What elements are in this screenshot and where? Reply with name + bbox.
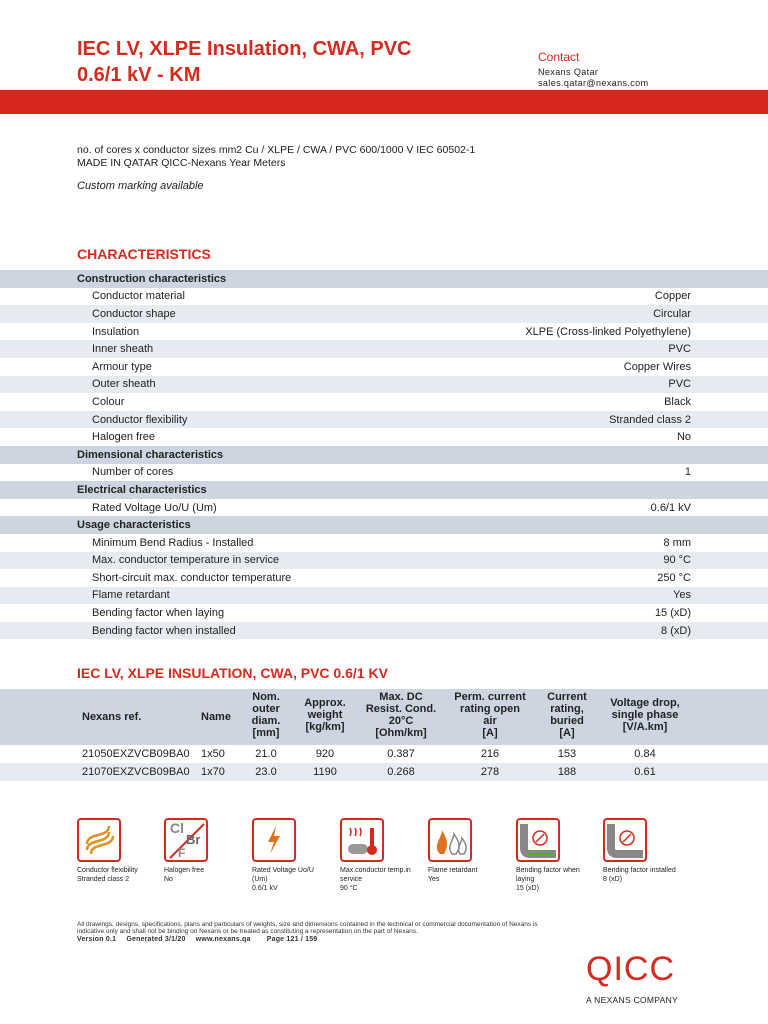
product-table-header	[0, 689, 768, 745]
halogen-symbol: Br	[186, 832, 201, 847]
characteristic-value: 8 mm	[663, 536, 691, 549]
title-line-1: IEC LV, XLPE Insulation, CWA, PVC	[77, 38, 412, 60]
characteristic-value: PVC	[668, 378, 691, 391]
table-cell-diam: 21.0	[255, 748, 277, 760]
icon-caption-line: Stranded class 2	[77, 876, 130, 883]
icon-caption	[603, 866, 676, 884]
characteristic-value: XLPE (Cross-linked Polyethylene)	[525, 325, 691, 338]
characteristic-label: Insulation	[92, 325, 140, 338]
characteristic-value: PVC	[668, 343, 691, 356]
characteristics-row	[0, 464, 768, 482]
icon-caption-line: Bending factor installed	[603, 867, 676, 874]
icon-caption-line: 15 (xD)	[516, 885, 539, 892]
table-cell-perm: 216	[480, 748, 500, 760]
col-header-resist	[356, 691, 446, 739]
col-header-line: Resist. Cond.	[365, 703, 437, 715]
characteristic-value: Stranded class 2	[609, 413, 691, 426]
icon-caption-line: service	[340, 876, 363, 883]
icon-caption	[340, 866, 411, 893]
bending-laying-icon	[516, 818, 560, 862]
icon-caption-line: 8 (xD)	[603, 876, 623, 883]
icon-caption	[164, 866, 204, 884]
marking-line-2: MADE IN QATAR QICC-Nexans Year Meters	[77, 157, 286, 169]
bending-installed-icon	[603, 818, 647, 862]
col-header-line: rating open	[460, 703, 520, 715]
characteristics-row	[0, 428, 768, 446]
characteristic-value: Circular	[653, 307, 691, 320]
table-cell-diam: 23.0	[255, 766, 277, 778]
col-header-line: outer	[252, 703, 280, 715]
contact-heading: Contact	[538, 50, 580, 64]
table-cell-name: 1x50	[201, 748, 225, 760]
characteristics-row	[0, 604, 768, 622]
characteristics-row	[0, 393, 768, 411]
characteristic-label: Bending factor when installed	[92, 624, 236, 637]
icon-caption-line: Max.conductor temp.in	[340, 867, 411, 874]
characteristic-label: Halogen free	[92, 431, 155, 444]
col-header-line: Nom.	[252, 691, 280, 703]
characteristics-group-row: Usage characteristics	[0, 516, 768, 534]
characteristic-value: 8 (xD)	[661, 624, 691, 637]
characteristics-row	[0, 499, 768, 517]
icon-caption	[516, 866, 580, 893]
page-title	[77, 36, 517, 88]
col-header-line: [V/A.km]	[622, 721, 668, 733]
disclaimer-line-2: indicative only and shall not be binding on Nexans or be treated as constituting a representation on the part of Nexans.	[77, 928, 418, 935]
col-header-line: Approx.	[304, 697, 346, 709]
characteristic-label: Conductor flexibility	[92, 413, 188, 426]
characteristic-value: Black	[664, 395, 691, 408]
characteristic-value: 0.6/1 kV	[650, 501, 691, 514]
contact-email[interactable]: sales.qatar@nexans.com	[538, 78, 649, 88]
icon-caption-line: Conductor flexibility	[77, 867, 138, 874]
halogen-free-icon	[164, 818, 208, 862]
characteristic-label: Conductor material	[92, 290, 185, 303]
table-cell-name: 1x70	[201, 766, 225, 778]
icon-caption-line: Flame retardant	[428, 867, 478, 874]
characteristic-label: Inner sheath	[92, 343, 154, 356]
characteristic-value: Copper	[654, 290, 691, 303]
footer-website[interactable]: www.nexans.qa	[195, 936, 251, 943]
disclaimer-line-1: All drawings, designs, specifications, plans and particulars of weights, size and dimensions contained in the technical or commercial documentation of Nexans is	[77, 921, 538, 928]
col-header-line: Max. DC	[379, 691, 423, 703]
custom-marking-note: Custom marking available	[77, 180, 204, 192]
table-cell-weight: 1190	[313, 766, 337, 778]
characteristic-label: Minimum Bend Radius - Installed	[92, 536, 254, 549]
col-header-line: single phase	[611, 709, 679, 721]
table-cell-ref: 21070EXZVCB09BA0	[82, 766, 190, 778]
characteristics-row	[0, 534, 768, 552]
table-cell-buried: 153	[557, 748, 577, 760]
characteristics-row	[0, 587, 768, 605]
characteristics-row	[0, 323, 768, 341]
table-cell-ref: 21050EXZVCB09BA0	[82, 748, 190, 760]
col-header-name: Name	[201, 711, 231, 723]
characteristic-label: Max. conductor temperature in service	[92, 554, 280, 567]
characteristic-label: Colour	[92, 395, 125, 408]
characteristic-label: Bending factor when laying	[92, 607, 225, 620]
col-header-line: [mm]	[252, 727, 280, 739]
flexibility-icon	[77, 818, 121, 862]
icon-caption-line: Halogen free	[164, 867, 205, 874]
col-header-diam	[240, 691, 292, 739]
col-header-line: [Ohm/km]	[375, 727, 427, 739]
col-header-line: Voltage drop,	[610, 697, 680, 709]
header-red-bar	[0, 90, 768, 114]
table-row	[0, 763, 768, 781]
characteristics-row	[0, 288, 768, 306]
flame-retardant-icon	[428, 818, 472, 862]
col-header-perm	[448, 691, 532, 739]
characteristics-table	[0, 270, 768, 639]
footer-version: Version 0.1	[77, 936, 117, 943]
characteristic-label: Conductor shape	[92, 307, 176, 320]
characteristics-group-row: Construction characteristics	[0, 270, 768, 288]
characteristic-value: No	[676, 431, 691, 444]
table-cell-weight: 920	[315, 748, 335, 760]
characteristic-value: Yes	[673, 589, 691, 602]
icon-caption-line: No	[164, 876, 173, 883]
marking-line-1: no. of cores x conductor sizes mm2 Cu / XLPE / CWA / PVC 600/1000 V IEC 60502-1	[77, 144, 476, 156]
icon-caption-line: 0.6/1 kV	[252, 885, 278, 892]
qicc-logo-subtitle: A NEXANS COMPANY	[586, 995, 679, 1005]
halogen-symbol: F	[178, 846, 186, 860]
characteristic-value: 1	[684, 466, 691, 479]
table-cell-resist: 0.268	[387, 766, 415, 778]
col-header-line: Perm. current	[454, 691, 526, 703]
col-header-line: rating,	[550, 703, 584, 715]
col-header-line: 20°C	[388, 715, 414, 727]
col-header-weight	[296, 697, 354, 733]
col-header-line: air	[483, 715, 497, 727]
icon-caption-line: Yes	[428, 876, 440, 883]
col-header-line: [kg/km]	[305, 721, 345, 733]
icon-caption-line: Rated Voltage Uo/U	[252, 867, 314, 874]
characteristics-row	[0, 305, 768, 323]
characteristic-value: 15 (xD)	[654, 607, 691, 620]
icon-caption	[252, 866, 314, 893]
characteristic-value: 90 °C	[663, 554, 691, 567]
halogen-symbol: Cl	[170, 820, 184, 836]
characteristics-row	[0, 622, 768, 640]
characteristics-row	[0, 376, 768, 394]
footer-page: Page 121 / 159	[266, 936, 318, 943]
footer-generated: Generated 3/1/20	[126, 936, 186, 943]
characteristic-label: Number of cores	[92, 466, 174, 479]
characteristics-group-row: Dimensional characteristics	[0, 446, 768, 464]
characteristic-label: Flame retardant	[92, 589, 170, 602]
col-header-line: buried	[550, 715, 584, 727]
col-header-line: weight	[307, 709, 343, 721]
characteristics-row	[0, 552, 768, 570]
characteristics-row	[0, 340, 768, 358]
col-header-line: [A]	[559, 727, 575, 739]
characteristics-group-row: Electrical characteristics	[0, 481, 768, 499]
characteristics-row	[0, 358, 768, 376]
characteristic-label: Rated Voltage Uo/U (Um)	[92, 501, 217, 514]
icon-caption-line: 90 °C	[340, 885, 358, 892]
col-header-line: Current	[547, 691, 587, 703]
table-cell-vdrop: 0.84	[634, 748, 656, 760]
icon-caption-line: (Um)	[252, 876, 268, 883]
characteristic-label: Short-circuit max. conductor temperature	[92, 571, 292, 584]
characteristic-value: 250 °C	[657, 571, 691, 584]
voltage-icon	[252, 818, 296, 862]
characteristic-value: Copper Wires	[623, 360, 691, 373]
icon-caption-line: laying	[516, 876, 535, 883]
icon-caption	[428, 866, 477, 884]
table-cell-vdrop: 0.61	[634, 766, 656, 778]
col-header-vdrop	[600, 697, 690, 733]
col-header-line: diam.	[251, 715, 281, 727]
contact-company: Nexans Qatar	[538, 67, 599, 77]
icon-caption	[77, 866, 138, 884]
characteristics-row	[0, 411, 768, 429]
temperature-icon	[340, 818, 384, 862]
table-cell-perm: 278	[480, 766, 500, 778]
col-header-line: [A]	[482, 727, 498, 739]
col-header-buried	[536, 691, 598, 739]
product-table-heading: IEC LV, XLPE INSULATION, CWA, PVC 0.6/1 KV	[77, 665, 388, 681]
col-header-ref: Nexans ref.	[82, 711, 142, 723]
title-line-2: 0.6/1 kV - KM	[77, 64, 201, 86]
characteristics-row	[0, 569, 768, 587]
table-cell-resist: 0.387	[387, 748, 415, 760]
icon-caption-line: Bending factor when	[516, 867, 580, 874]
table-cell-buried: 188	[557, 766, 577, 778]
characteristic-label: Armour type	[92, 360, 152, 373]
characteristics-heading: CHARACTERISTICS	[77, 246, 211, 262]
qicc-logo: QICC	[586, 950, 675, 988]
characteristic-label: Outer sheath	[92, 378, 156, 391]
footer-meta	[77, 936, 317, 943]
table-row	[0, 745, 768, 763]
